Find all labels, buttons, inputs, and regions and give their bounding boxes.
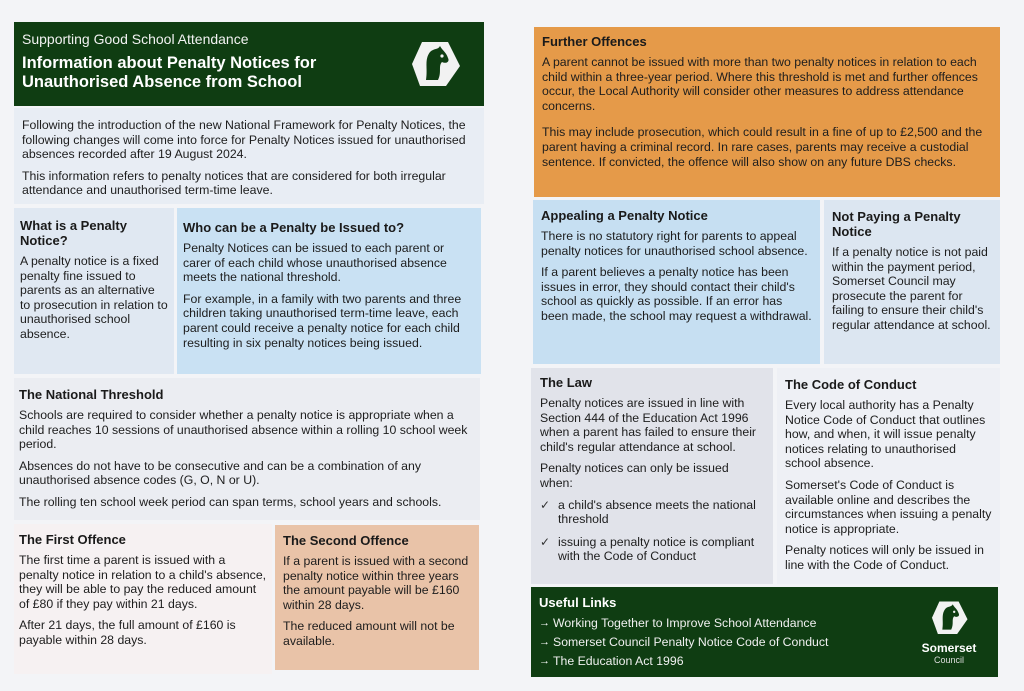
further-offences-section	[534, 27, 1000, 197]
the-law-section	[531, 368, 773, 584]
checklist-item	[540, 498, 764, 527]
section-paragraph: For example, in a family with two parents and three children taking unauthorised term-time leave, each parent could receive a penalty notice for each child resulting in six penalty notices being issued.	[183, 291, 462, 350]
header-kicker: Supporting Good School Attendance	[22, 31, 249, 47]
section-paragraph: Penalty notices will only be issued in line with the Code of Conduct.	[785, 543, 984, 572]
section-paragraph: Schools are required to consider whether a penalty notice is appropriate when a child reaches 10 sessions of unauthorised absence within a rolling 10 school week period.	[19, 408, 468, 452]
what-is-section	[14, 208, 174, 374]
section-heading: Useful Links	[539, 595, 617, 610]
page-title: Information about Penalty Notices for Unauthorised Absence from School	[22, 54, 317, 91]
logo-sub: Council	[933, 655, 964, 665]
first-offence-section	[14, 524, 272, 674]
dragon-logo-icon	[929, 597, 969, 637]
checklist-text: a child's absence meets the national threshold	[558, 497, 756, 527]
checklist-text: issuing a penalty notice is compliant with the Code of Conduct	[558, 534, 755, 564]
somerset-council-logo	[914, 597, 984, 666]
who-can-section	[177, 208, 481, 374]
section-paragraph: A penalty notice is a fixed penalty fine issued to parents as an alternative to prosecution in relation to unauthorised school absence.	[20, 254, 168, 341]
section-paragraph: A parent cannot be issued with more than two penalty notices in relation to each child within a three-year period. Where this threshold is met and further offences occur, the Local Authority will consider other measures to address attendance concerns.	[542, 55, 978, 113]
not-paying-section	[824, 200, 1000, 364]
section-paragraph: The rolling ten school week period can span terms, school years and schools.	[19, 494, 442, 509]
section-heading: Further Offences	[542, 34, 647, 49]
section-paragraph: After 21 days, the full amount of £160 is payable within 28 days.	[19, 618, 236, 647]
useful-links-section	[531, 587, 998, 677]
section-heading: What is a Penalty Notice?	[20, 218, 127, 248]
appealing-section	[533, 200, 820, 364]
link-text[interactable]: Somerset Council Penalty Notice Code of Conduct	[553, 635, 829, 649]
section-paragraph: Absences do not have to be consecutive and can be a combination of any unauthorised absence codes (G, O, N or U).	[19, 458, 421, 488]
section-heading: The Law	[540, 375, 593, 390]
section-heading: Not Paying a Penalty Notice	[832, 209, 961, 239]
check-icon: ✓	[540, 534, 551, 549]
section-heading: The Code of Conduct	[785, 377, 917, 392]
code-of-conduct-section	[777, 368, 1000, 584]
section-heading: The Second Offence	[283, 533, 409, 548]
link-text[interactable]: Working Together to Improve School Attendance	[553, 616, 817, 630]
arrow-right-icon: →	[539, 636, 550, 648]
intro-paragraph: Following the introduction of the new National Framework for Penalty Notices, the following changes will come into force for Penalty Notices issued for unauthorised absences recorded after 19 August 2024.	[22, 118, 466, 162]
section-paragraph: Penalty notices are issued in line with Section 444 of the Education Act 1996 when a parent has failed to ensure their child's regular attendance at school.	[540, 396, 757, 454]
arrow-right-icon: →	[539, 655, 550, 667]
section-paragraph: Penalty Notices can be issued to each parent or carer of each child whose unauthorised absence meets the national threshold.	[183, 241, 447, 285]
section-heading: The First Offence	[19, 532, 126, 547]
logo-name: Somerset	[921, 641, 977, 655]
section-paragraph: Penalty notices can only be issued when:	[540, 461, 729, 490]
section-paragraph: The reduced amount will not be available.	[283, 619, 455, 648]
checklist-item	[540, 535, 764, 564]
national-threshold-section	[14, 378, 480, 520]
section-heading: Who can be a Penalty be Issued to?	[183, 220, 405, 235]
section-paragraph: If a parent is issued with a second penalty notice within three years the amount payable will be £160 within 28 days.	[283, 554, 469, 612]
check-icon: ✓	[540, 497, 551, 512]
link-text[interactable]: The Education Act 1996	[553, 654, 684, 668]
second-offence-section	[275, 525, 479, 670]
section-paragraph: The first time a parent is issued with a penalty notice in relation to a child's absence, they will be able to pay the reduced amount of £80 if they pay within 21 days.	[19, 553, 267, 611]
header-banner	[14, 22, 484, 106]
arrow-right-icon: →	[539, 617, 550, 629]
intro-section	[14, 108, 484, 204]
section-paragraph: This may include prosecution, which could result in a fine of up to £2,500 and the parent having a criminal record. In rare cases, parents may receive a custodial sentence. If convicted, the offence will also show on any future DBS checks.	[542, 125, 983, 169]
section-heading: Appealing a Penalty Notice	[541, 208, 708, 223]
dragon-logo-icon	[408, 36, 462, 90]
section-paragraph: If a penalty notice is not paid within the payment period, Somerset Council may prosecute the parent for failing to ensure their child's regular attendance at school.	[832, 245, 991, 332]
section-paragraph: There is no statutory right for parents to appeal penalty notices for unauthorised school absence.	[541, 229, 808, 258]
section-paragraph: Every local authority has a Penalty Notice Code of Conduct that outlines how, and when, it will issue penalty notices relating to unauthorised school absence.	[785, 398, 986, 471]
intro-paragraph: This information refers to penalty notices that are considered for both irregular attendance and unauthorised term-time leave.	[22, 168, 446, 198]
section-paragraph: If a parent believes a penalty notice has been issues in error, they should contact their child's school as quickly as possible. If an error has been made, the school may request a withdrawal.	[541, 265, 812, 323]
section-paragraph: Somerset's Code of Conduct is available online and describes the circumstances when issuing a penalty notice is appropriate.	[785, 477, 992, 536]
section-heading: The National Threshold	[19, 387, 164, 402]
